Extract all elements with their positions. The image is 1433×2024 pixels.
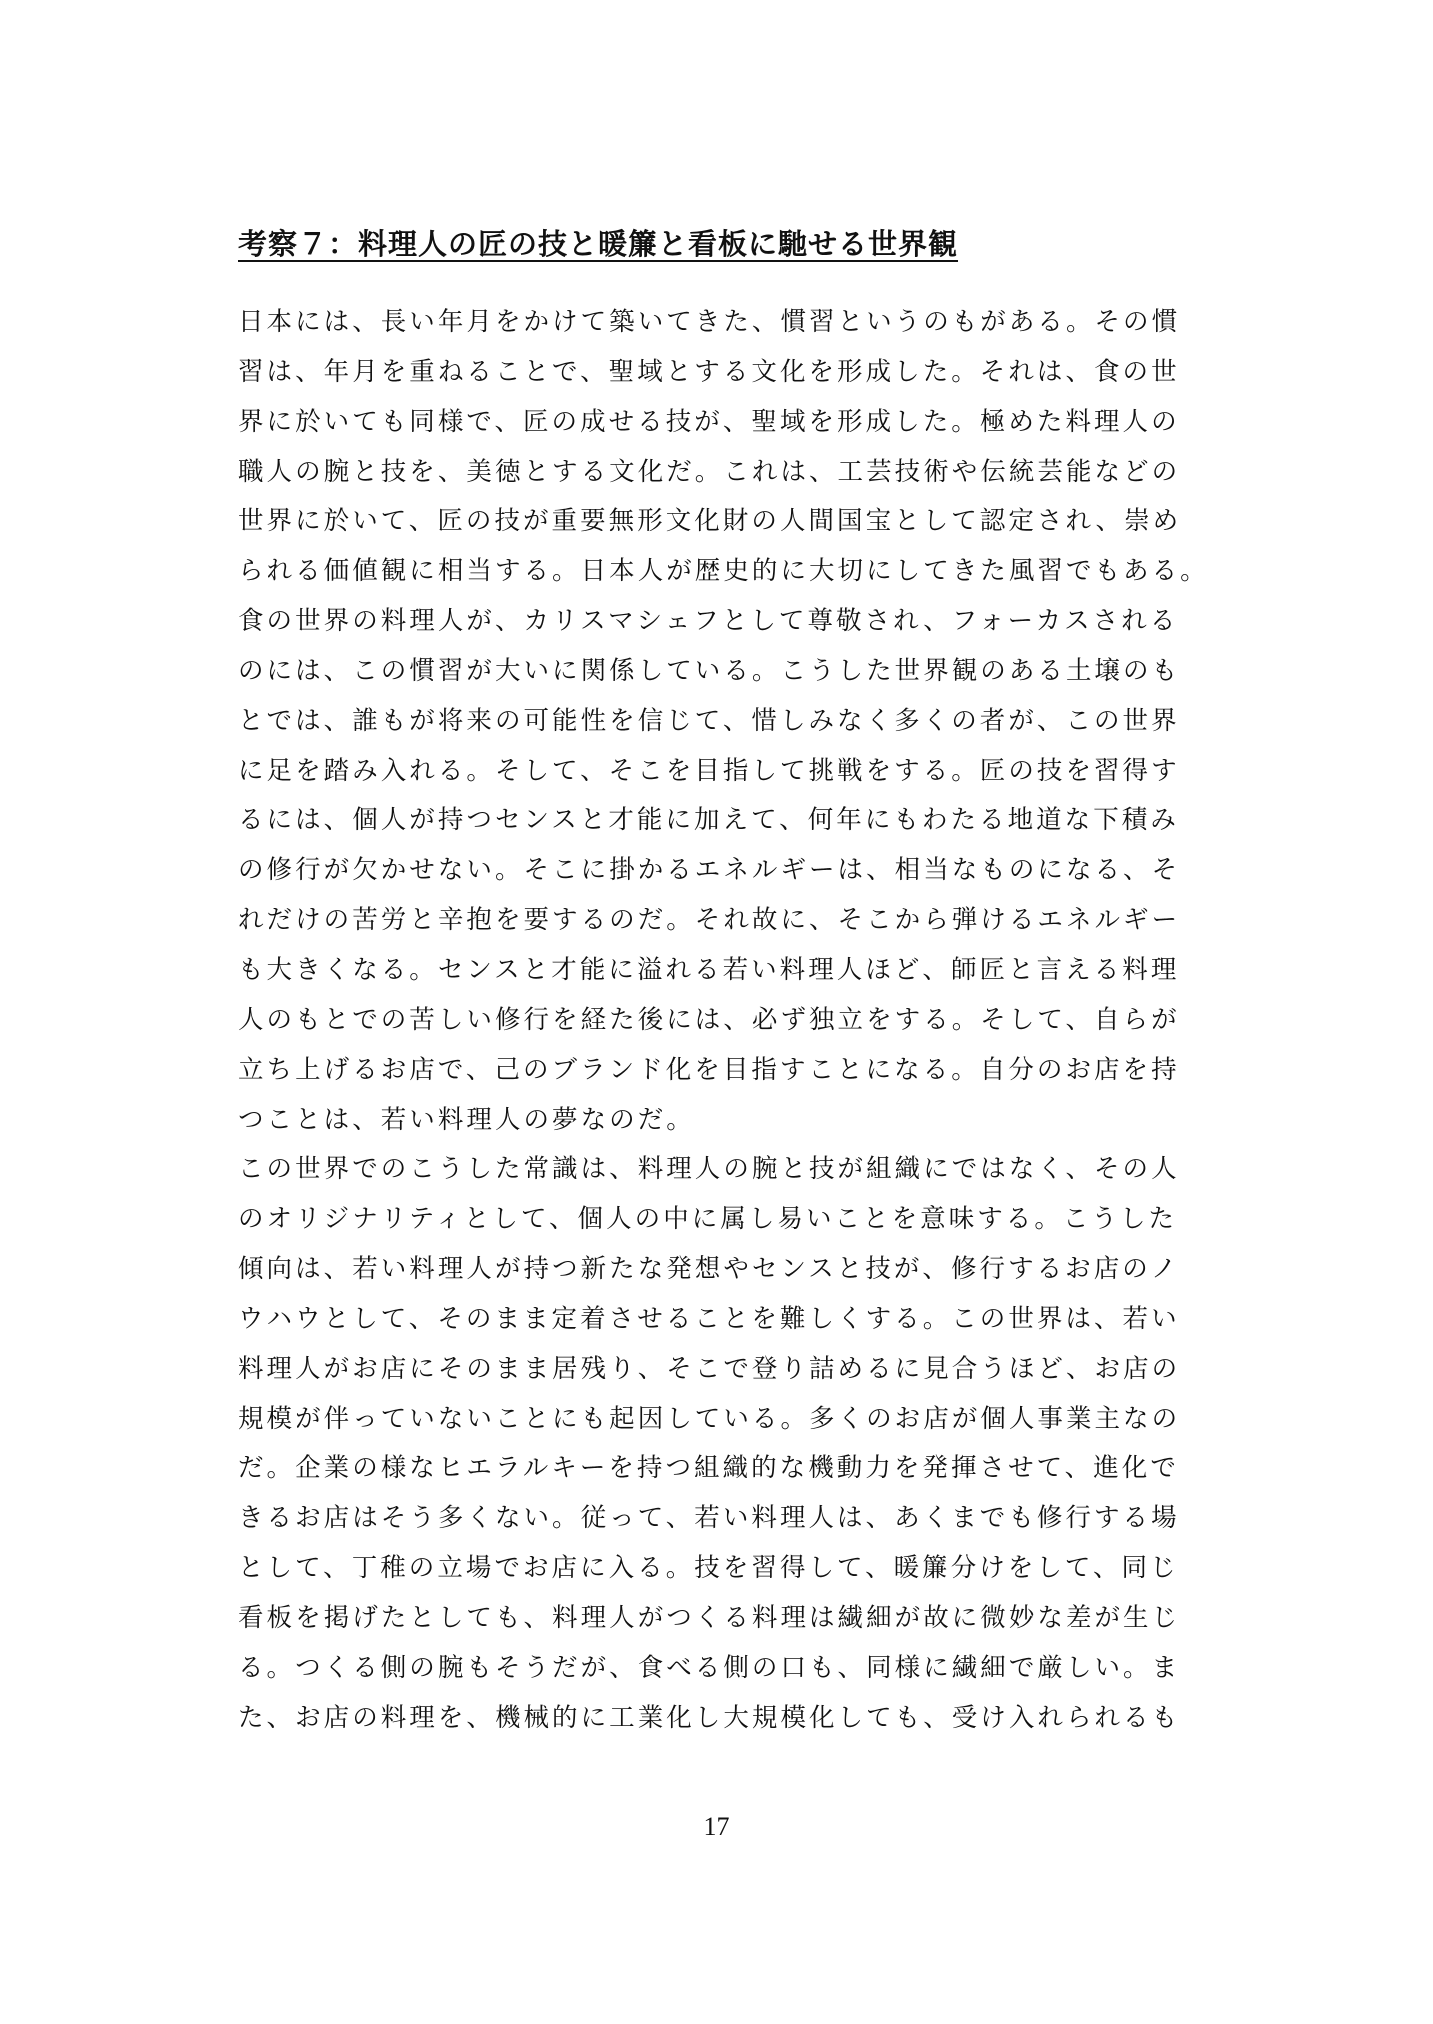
text-line: きるお店はそう多くない。従って、若い料理人は、あくまでも修行する場 bbox=[238, 1503, 1180, 1534]
text-line: ウハウとして、そのまま定着させることを難しくする。この世界は、若い bbox=[238, 1303, 1180, 1334]
text-line: 習は、年月を重ねることで、聖域とする文化を形成した。それは、食の世 bbox=[238, 356, 1180, 387]
text-line: も大きくなる。センスと才能に溢れる若い料理人ほど、師匠と言える料理 bbox=[238, 954, 1180, 985]
text-line: とでは、誰もが将来の可能性を信じて、惜しみなく多くの者が、この世界 bbox=[238, 705, 1180, 736]
text-line: れだけの苦労と辛抱を要するのだ。それ故に、そこから弾けるエネルギー bbox=[238, 905, 1181, 936]
body-text bbox=[238, 298, 1218, 1743]
text-line: 界に於いても同様で、匠の成せる技が、聖域を形成した。極めた料理人の bbox=[238, 406, 1180, 437]
text-line: 食の世界の料理人が、カリスマシェフとして尊敬され、フォーカスされる bbox=[238, 606, 1179, 637]
text-line: 人のもとでの苦しい修行を経た後には、必ず独立をする。そして、自らが bbox=[238, 1004, 1180, 1035]
text-line: のには、この慣習が大いに関係している。こうした世界観のある土壌のも bbox=[238, 655, 1181, 686]
text-line: 規模が伴っていないことにも起因している。多くのお店が個人事業主なの bbox=[238, 1403, 1181, 1434]
text-line: た、お店の料理を、機械的に工業化し大規模化しても、受け入れられるも bbox=[238, 1702, 1181, 1733]
text-line: のオリジナリティとして、個人の中に属し易いことを意味する。こうした bbox=[238, 1204, 1178, 1235]
text-line: 世界に於いて、匠の技が重要無形文化財の人間国宝として認定され、崇め bbox=[238, 506, 1182, 537]
text-line: るには、個人が持つセンスと才能に加えて、何年にもわたる地道な下積み bbox=[238, 805, 1179, 836]
text-line: に足を踏み入れる。そして、そこを目指して挑戦をする。匠の技を習得す bbox=[238, 755, 1180, 786]
text-line: つことは、若い料理人の夢なのだ。 bbox=[238, 1104, 695, 1135]
text-line: 料理人がお店にそのまま居残り、そこで登り詰めるに見合うほど、お店の bbox=[238, 1353, 1181, 1384]
section-heading: 考察７：料理人の匠の技と暖簾と看板に馳せる世界観 bbox=[238, 227, 959, 261]
text-line: 傾向は、若い料理人が持つ新たな発想やセンスと技が、修行するお店のノ bbox=[238, 1254, 1180, 1285]
text-line: る。つくる側の腕もそうだが、食べる側の口も、同様に繊細で厳しい。ま bbox=[238, 1652, 1181, 1683]
text-line: この世界でのこうした常識は、料理人の腕と技が組織にではなく、その人 bbox=[238, 1154, 1180, 1185]
text-line: として、丁稚の立場でお店に入る。技を習得して、暖簾分けをして、同じ bbox=[238, 1553, 1179, 1584]
text-line: 立ち上げるお店で、己のブランド化を目指すことになる。自分のお店を持 bbox=[238, 1054, 1180, 1085]
text-line: 日本には、長い年月をかけて築いてきた、慣習というのもがある。その慣 bbox=[238, 307, 1181, 337]
text-line: 看板を掲げたとしても、料理人がつくる料理は繊細が故に微妙な差が生じ bbox=[238, 1602, 1181, 1633]
page-number: 17 bbox=[703, 1812, 730, 1841]
text-line: られる価値観に相当する。日本人が歴史的に大切にしてきた風習でもある。 bbox=[238, 556, 1209, 587]
text-line: の修行が欠かせない。そこに掛かるエネルギーは、相当なものになる、そ bbox=[238, 855, 1181, 886]
text-line: だ。企業の様なヒエラルキーを持つ組織的な機動力を発揮させて、進化で bbox=[238, 1453, 1179, 1484]
text-line: 職人の腕と技を、美徳とする文化だ。これは、工芸技術や伝統芸能などの bbox=[238, 456, 1181, 487]
